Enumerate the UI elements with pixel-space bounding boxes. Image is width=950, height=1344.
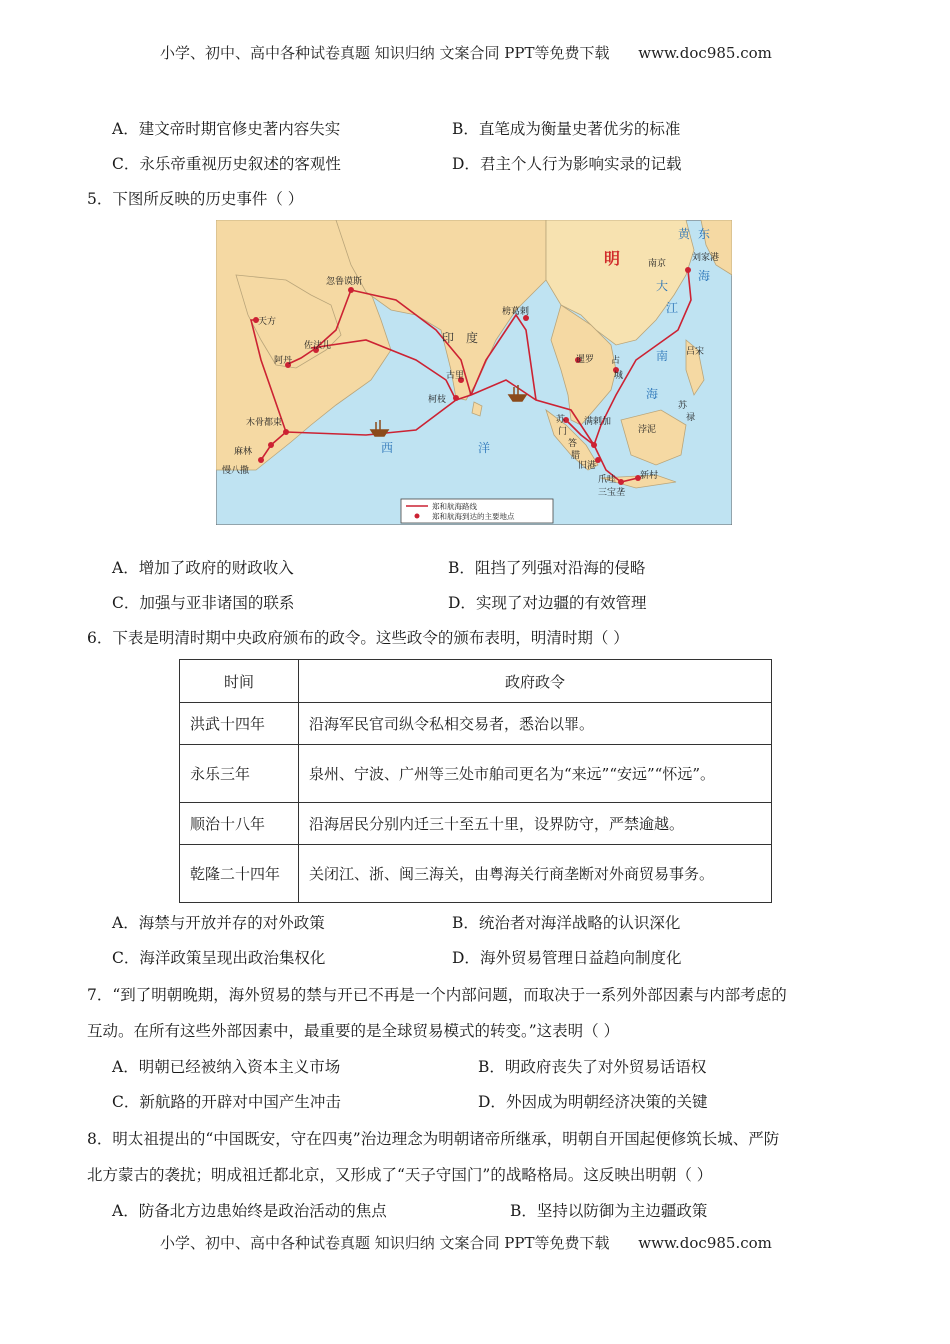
map-label-ming: 明: [604, 249, 621, 268]
table-cell-policy: 沿海军民官司纵令私相交易者，悉治以罪。: [299, 703, 772, 745]
table-cell-time: 顺治十八年: [180, 803, 299, 845]
q5-stem: 5．下图所反映的历史事件（ ）: [87, 190, 304, 208]
footer-url[interactable]: www.doc985.com: [638, 1234, 772, 1252]
footer-text: 小学、初中、高中各种试卷真题 知识归纳 文案合同 PPT等免费下载: [160, 1234, 610, 1252]
q5-option-b: B．阻挡了列强对沿海的侵略: [448, 559, 646, 577]
q6-option-c: C．海洋政策呈现出政治集权化: [112, 949, 326, 967]
table-header-row: [180, 660, 772, 703]
table-header-policy: 政府政令: [299, 660, 772, 703]
map-label-malacca: 满剌加: [584, 417, 612, 427]
map-label-ocean: 洋: [478, 441, 491, 455]
map-label-mecca: 天方: [258, 317, 277, 327]
map-label-luzon: 吕宋: [686, 347, 705, 357]
map-label-sumatra-3: 答: [568, 439, 578, 449]
map-label-liujiagang: 刘家港: [692, 253, 720, 263]
table-header-time: 时间: [180, 660, 299, 703]
legend-point-label: 郑和航海到达的主要地点: [432, 512, 515, 521]
q5-option-a: A．增加了政府的财政收入: [112, 559, 294, 577]
map-label-sumatra-4: 腊: [571, 451, 581, 461]
map-legend: [401, 499, 553, 523]
q8-option-b: B．坚持以防御为主边疆政策: [510, 1202, 708, 1220]
table-cell-policy: 关闭江、浙、闽三海关，由粤海关行商垄断对外商贸易事务。: [299, 845, 772, 903]
table-row: [180, 703, 772, 745]
map-label-champa-2: 城: [614, 371, 624, 381]
map-label-hormuz: 忽鲁谟斯: [326, 277, 363, 287]
table-row: [180, 845, 772, 903]
map-label-big: 大: [656, 279, 669, 293]
q5-option-c: C．加强与亚非诸国的联系: [112, 594, 295, 612]
table-row: [180, 803, 772, 845]
map-label-malindi: 麻林: [234, 447, 253, 457]
q8-stem-line2: 北方蒙古的袭扰；明成祖迁都北京，又形成了“天子守国门”的战略格局。这反映出明朝（ ）: [87, 1166, 713, 1184]
q8-option-a: A．防备北方边患始终是政治活动的焦点: [112, 1202, 387, 1220]
map-label-dhofar: 佐法儿: [304, 341, 332, 351]
q7-stem-line2: 互动。在所有这些外部因素中，最重要的是全球贸易模式的转变。”这表明（ ）: [87, 1022, 620, 1040]
map-label-java: 爪哇: [598, 475, 617, 485]
q5-option-d: D．实现了对边疆的有效管理: [448, 594, 647, 612]
policy-table: [179, 659, 772, 903]
map-label-champa-1: 占: [611, 356, 621, 366]
zheng-he-voyage-map: [216, 220, 732, 525]
table-cell-time: 永乐三年: [180, 745, 299, 803]
map-label-sea-1: 海: [698, 269, 711, 283]
page-header: [160, 42, 772, 63]
map-label-india: 印 度: [442, 331, 479, 345]
table-cell-time: 乾隆二十四年: [180, 845, 299, 903]
map-label-aden: 阿丹: [274, 356, 293, 366]
q4-option-b: B．直笔成为衡量史著优劣的标准: [452, 120, 681, 138]
map-label-brunei: 浡泥: [638, 425, 657, 435]
table-cell-time: 洪武十四年: [180, 703, 299, 745]
q7-option-b: B．明政府丧失了对外贸易话语权: [478, 1058, 707, 1076]
map-label-yellow: 黄: [678, 227, 691, 241]
q4-option-d: D．君主个人行为影响实录的记载: [452, 155, 682, 173]
q7-option-c: C．新航路的开辟对中国产生冲击: [112, 1093, 341, 1111]
header-text: 小学、初中、高中各种试卷真题 知识归纳 文案合同 PPT等免费下载: [160, 44, 610, 62]
legend-route-label: 郑和航海路线: [432, 502, 477, 511]
table-cell-policy: 沿海居民分别内迁三十至五十里，设界防守，严禁逾越。: [299, 803, 772, 845]
map-label-semarang: 三宝垄: [598, 488, 626, 498]
map-label-west: 西: [381, 441, 394, 455]
q6-option-a: A．海禁与开放并存的对外政策: [112, 914, 325, 932]
map-label-palembang: 旧港: [578, 461, 597, 471]
map-label-siam: 暹罗: [576, 355, 595, 365]
table-cell-policy: 泉州、宁波、广州等三处市舶司更名为“来远”“安远”“怀远”。: [299, 745, 772, 803]
q6-stem: 6．下表是明清时期中央政府颁布的政令。这些政令的颁布表明，明清时期（ ）: [87, 629, 629, 647]
map-label-sumatra-2: 门: [558, 427, 568, 437]
table-row: [180, 745, 772, 803]
map-label-sulu-1: 苏: [678, 401, 688, 411]
q8-stem-line1: 8．明太祖提出的“中国既安，守在四夷”治边理念为明朝诸帝所继承，明朝自开国起便修筑长城、严防: [87, 1130, 780, 1148]
q6-option-d: D．海外贸易管理日益趋向制度化: [452, 949, 682, 967]
map-label-south: 南: [656, 349, 669, 363]
map-label-sumatra-1: 苏: [556, 415, 566, 425]
page-footer: [160, 1232, 772, 1253]
map-label-east: 东: [698, 227, 711, 241]
q4-option-a: A．建文帝时期官修史著内容失实: [112, 120, 341, 138]
q4-option-c: C．永乐帝重视历史叙述的客观性: [112, 155, 341, 173]
map-label-sulu-2: 禄: [686, 413, 696, 423]
map-label-cochin: 柯枝: [428, 395, 447, 405]
map-label-calicut: 古里: [446, 371, 465, 381]
q7-option-a: A．明朝已经被纳入资本主义市场: [112, 1058, 341, 1076]
q7-stem-line1: 7．“到了明朝晚期，海外贸易的禁与开已不再是一个内部问题，而取决于一系列外部因素与内部考虑的: [87, 986, 787, 1004]
map-label-sea-2: 海: [646, 387, 659, 401]
header-url[interactable]: www.doc985.com: [638, 44, 772, 62]
q7-option-d: D．外因成为明朝经济决策的关键: [478, 1093, 708, 1111]
map-label-river: 江: [666, 301, 679, 315]
map-label-mombasa: 慢八撒: [222, 466, 250, 476]
map-label-gresik: 新村: [640, 471, 659, 481]
q6-option-b: B．统治者对海洋战略的认识深化: [452, 914, 681, 932]
map-label-nanjing: 南京: [648, 259, 667, 269]
map-label-mogadishu: 木骨都束: [246, 418, 283, 428]
map-label-bengal: 榜葛剌: [502, 307, 530, 317]
